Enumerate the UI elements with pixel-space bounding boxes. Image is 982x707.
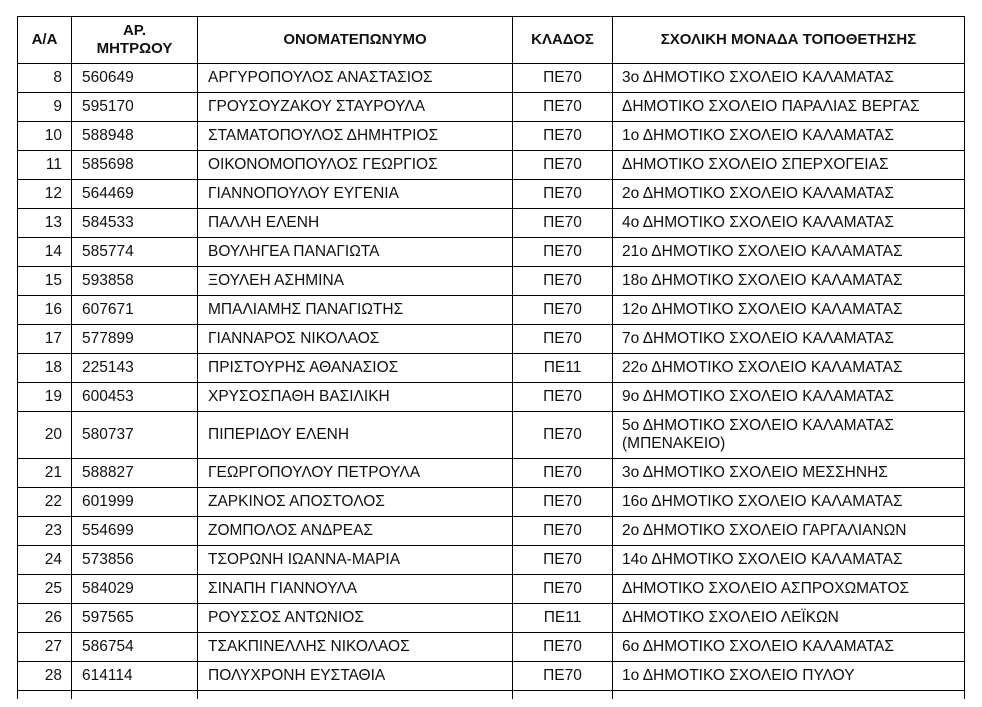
cell-aa: 17 bbox=[18, 325, 72, 354]
cell-aa: 13 bbox=[18, 209, 72, 238]
cell-branch: ΠΕ70 bbox=[513, 209, 613, 238]
cell-registry-number: 225143 bbox=[72, 354, 198, 383]
cell-registry-number: 580737 bbox=[72, 412, 198, 459]
cell-aa: 19 bbox=[18, 383, 72, 412]
cell-branch: ΠΕ70 bbox=[513, 325, 613, 354]
table-row bbox=[18, 180, 965, 209]
cell-branch: ΠΕ70 bbox=[513, 64, 613, 93]
cell-full-name: ΓΡΟΥΣΟΥΖΑΚΟΥ ΣΤΑΥΡΟΥΛΑ bbox=[198, 93, 513, 122]
cell-school-unit: ΔΗΜΟΤΙΚΟ ΣΧΟΛΕΙΟ ΑΣΠΡΟΧΩΜΑΤΟΣ bbox=[613, 575, 965, 604]
empty-cell bbox=[18, 691, 72, 700]
table-row bbox=[18, 488, 965, 517]
cell-aa: 18 bbox=[18, 354, 72, 383]
cell-school-unit: 9ο ΔΗΜΟΤΙΚΟ ΣΧΟΛΕΙΟ ΚΑΛΑΜΑΤΑΣ bbox=[613, 383, 965, 412]
header-registry-number: ΑΡ. ΜΗΤΡΩΟΥ bbox=[72, 17, 198, 64]
cell-branch: ΠΕ70 bbox=[513, 662, 613, 691]
cell-aa: 27 bbox=[18, 633, 72, 662]
header-aa: Α/Α bbox=[18, 17, 72, 64]
cell-school-unit: 16ο ΔΗΜΟΤΙΚΟ ΣΧΟΛΕΙΟ ΚΑΛΑΜΑΤΑΣ bbox=[613, 488, 965, 517]
table-row bbox=[18, 459, 965, 488]
cell-branch: ΠΕ70 bbox=[513, 267, 613, 296]
empty-cell bbox=[513, 691, 613, 700]
cell-school-unit: ΔΗΜΟΤΙΚΟ ΣΧΟΛΕΙΟ ΛΕΪΚΩΝ bbox=[613, 604, 965, 633]
cell-registry-number: 560649 bbox=[72, 64, 198, 93]
cell-registry-number: 564469 bbox=[72, 180, 198, 209]
header-branch: ΚΛΑΔΟΣ bbox=[513, 17, 613, 64]
cell-school-unit: 2ο ΔΗΜΟΤΙΚΟ ΣΧΟΛΕΙΟ ΓΑΡΓΑΛΙΑΝΩΝ bbox=[613, 517, 965, 546]
cell-registry-number: 586754 bbox=[72, 633, 198, 662]
cell-full-name: ΖΑΡΚΙΝΟΣ ΑΠΟΣΤΟΛΟΣ bbox=[198, 488, 513, 517]
cell-full-name: ΓΙΑΝΝΟΠΟΥΛΟΥ ΕΥΓΕΝΙΑ bbox=[198, 180, 513, 209]
cell-branch: ΠΕ70 bbox=[513, 296, 613, 325]
cell-school-unit: 21ο ΔΗΜΟΤΙΚΟ ΣΧΟΛΕΙΟ ΚΑΛΑΜΑΤΑΣ bbox=[613, 238, 965, 267]
table-row bbox=[18, 238, 965, 267]
cell-registry-number: 614114 bbox=[72, 662, 198, 691]
cell-school-unit: 6ο ΔΗΜΟΤΙΚΟ ΣΧΟΛΕΙΟ ΚΑΛΑΜΑΤΑΣ bbox=[613, 633, 965, 662]
cell-full-name: ΠΟΛΥΧΡΟΝΗ ΕΥΣΤΑΘΙΑ bbox=[198, 662, 513, 691]
table-row bbox=[18, 662, 965, 691]
cell-full-name: ΟΙΚΟΝΟΜΟΠΟΥΛΟΣ ΓΕΩΡΓΙΟΣ bbox=[198, 151, 513, 180]
table-row bbox=[18, 209, 965, 238]
table-row bbox=[18, 412, 965, 459]
cell-aa: 15 bbox=[18, 267, 72, 296]
table-row bbox=[18, 354, 965, 383]
cell-full-name: ΤΣΑΚΠΙΝΕΛΛΗΣ ΝΙΚΟΛΑΟΣ bbox=[198, 633, 513, 662]
cell-registry-number: 595170 bbox=[72, 93, 198, 122]
cell-branch: ΠΕ70 bbox=[513, 546, 613, 575]
empty-cell bbox=[72, 691, 198, 700]
cell-branch: ΠΕ70 bbox=[513, 488, 613, 517]
cell-full-name: ΣΤΑΜΑΤΟΠΟΥΛΟΣ ΔΗΜΗΤΡΙΟΣ bbox=[198, 122, 513, 151]
cell-registry-number: 593858 bbox=[72, 267, 198, 296]
cell-school-unit: 18ο ΔΗΜΟΤΙΚΟ ΣΧΟΛΕΙΟ ΚΑΛΑΜΑΤΑΣ bbox=[613, 267, 965, 296]
cell-branch: ΠΕ70 bbox=[513, 575, 613, 604]
cell-aa: 10 bbox=[18, 122, 72, 151]
cell-aa: 22 bbox=[18, 488, 72, 517]
cell-branch: ΠΕ11 bbox=[513, 354, 613, 383]
table-row bbox=[18, 122, 965, 151]
cell-aa: 28 bbox=[18, 662, 72, 691]
cell-school-unit: 3ο ΔΗΜΟΤΙΚΟ ΣΧΟΛΕΙΟ ΜΕΣΣΗΝΗΣ bbox=[613, 459, 965, 488]
table-header-row bbox=[18, 17, 965, 64]
header-school-unit: ΣΧΟΛΙΚΗ ΜΟΝΑΔΑ ΤΟΠΟΘΕΤΗΣΗΣ bbox=[613, 17, 965, 64]
cell-school-unit: 3ο ΔΗΜΟΤΙΚΟ ΣΧΟΛΕΙΟ ΚΑΛΑΜΑΤΑΣ bbox=[613, 64, 965, 93]
table-row bbox=[18, 267, 965, 296]
cell-full-name: ΑΡΓΥΡΟΠΟΥΛΟΣ ΑΝΑΣΤΑΣΙΟΣ bbox=[198, 64, 513, 93]
cell-school-unit: 12ο ΔΗΜΟΤΙΚΟ ΣΧΟΛΕΙΟ ΚΑΛΑΜΑΤΑΣ bbox=[613, 296, 965, 325]
table-row bbox=[18, 546, 965, 575]
table-row bbox=[18, 151, 965, 180]
table-row bbox=[18, 575, 965, 604]
cell-full-name: ΡΟΥΣΣΟΣ ΑΝΤΩΝΙΟΣ bbox=[198, 604, 513, 633]
table-row bbox=[18, 517, 965, 546]
cell-aa: 16 bbox=[18, 296, 72, 325]
cell-aa: 8 bbox=[18, 64, 72, 93]
cell-full-name: ΧΡΥΣΟΣΠΑΘΗ ΒΑΣΙΛΙΚΗ bbox=[198, 383, 513, 412]
cell-registry-number: 573856 bbox=[72, 546, 198, 575]
table-row bbox=[18, 296, 965, 325]
cell-registry-number: 600453 bbox=[72, 383, 198, 412]
table-row bbox=[18, 383, 965, 412]
cell-aa: 21 bbox=[18, 459, 72, 488]
cell-full-name: ΓΕΩΡΓΟΠΟΥΛΟΥ ΠΕΤΡΟΥΛΑ bbox=[198, 459, 513, 488]
cell-registry-number: 554699 bbox=[72, 517, 198, 546]
cell-school-unit: 4ο ΔΗΜΟΤΙΚΟ ΣΧΟΛΕΙΟ ΚΑΛΑΜΑΤΑΣ bbox=[613, 209, 965, 238]
cell-school-unit: 22ο ΔΗΜΟΤΙΚΟ ΣΧΟΛΕΙΟ ΚΑΛΑΜΑΤΑΣ bbox=[613, 354, 965, 383]
cell-aa: 25 bbox=[18, 575, 72, 604]
cell-registry-number: 585774 bbox=[72, 238, 198, 267]
header-full-name: ΟΝΟΜΑΤΕΠΩΝΥΜΟ bbox=[198, 17, 513, 64]
cell-full-name: ΖΟΜΠΟΛΟΣ ΑΝΔΡΕΑΣ bbox=[198, 517, 513, 546]
cell-full-name: ΠΙΠΕΡΙΔΟΥ ΕΛΕΝΗ bbox=[198, 412, 513, 459]
cell-aa: 9 bbox=[18, 93, 72, 122]
cell-registry-number: 584533 bbox=[72, 209, 198, 238]
cell-registry-number: 588827 bbox=[72, 459, 198, 488]
cell-full-name: ΞΟΥΛΕΗ ΑΣΗΜΙΝΑ bbox=[198, 267, 513, 296]
empty-cell bbox=[613, 691, 965, 700]
cell-aa: 11 bbox=[18, 151, 72, 180]
cell-full-name: ΒΟΥΛΗΓΕΑ ΠΑΝΑΓΙΩΤΑ bbox=[198, 238, 513, 267]
table-row bbox=[18, 64, 965, 93]
cell-full-name: ΠΑΛΛΗ ΕΛΕΝΗ bbox=[198, 209, 513, 238]
cell-branch: ΠΕ70 bbox=[513, 633, 613, 662]
table-row-partial bbox=[18, 691, 965, 700]
cell-aa: 23 bbox=[18, 517, 72, 546]
table-row bbox=[18, 633, 965, 662]
placement-table bbox=[17, 16, 965, 699]
cell-school-unit: 14ο ΔΗΜΟΤΙΚΟ ΣΧΟΛΕΙΟ ΚΑΛΑΜΑΤΑΣ bbox=[613, 546, 965, 575]
cell-aa: 12 bbox=[18, 180, 72, 209]
cell-branch: ΠΕ70 bbox=[513, 383, 613, 412]
cell-registry-number: 577899 bbox=[72, 325, 198, 354]
cell-school-unit: ΔΗΜΟΤΙΚΟ ΣΧΟΛΕΙΟ ΣΠΕΡΧΟΓΕΙΑΣ bbox=[613, 151, 965, 180]
cell-school-unit: ΔΗΜΟΤΙΚΟ ΣΧΟΛΕΙΟ ΠΑΡΑΛΙΑΣ ΒΕΡΓΑΣ bbox=[613, 93, 965, 122]
cell-aa: 24 bbox=[18, 546, 72, 575]
cell-branch: ΠΕ70 bbox=[513, 238, 613, 267]
cell-branch: ΠΕ70 bbox=[513, 459, 613, 488]
cell-school-unit: 1ο ΔΗΜΟΤΙΚΟ ΣΧΟΛΕΙΟ ΚΑΛΑΜΑΤΑΣ bbox=[613, 122, 965, 151]
cell-registry-number: 597565 bbox=[72, 604, 198, 633]
cell-aa: 14 bbox=[18, 238, 72, 267]
cell-registry-number: 588948 bbox=[72, 122, 198, 151]
table-row bbox=[18, 604, 965, 633]
cell-school-unit: 2ο ΔΗΜΟΤΙΚΟ ΣΧΟΛΕΙΟ ΚΑΛΑΜΑΤΑΣ bbox=[613, 180, 965, 209]
cell-branch: ΠΕ70 bbox=[513, 122, 613, 151]
cell-full-name: ΓΙΑΝΝΑΡΟΣ ΝΙΚΟΛΑΟΣ bbox=[198, 325, 513, 354]
cell-aa: 20 bbox=[18, 412, 72, 459]
cell-school-unit: 5ο ΔΗΜΟΤΙΚΟ ΣΧΟΛΕΙΟ ΚΑΛΑΜΑΤΑΣ (ΜΠΕΝΑΚΕΙΟ) bbox=[613, 412, 965, 459]
cell-registry-number: 601999 bbox=[72, 488, 198, 517]
cell-school-unit: 7ο ΔΗΜΟΤΙΚΟ ΣΧΟΛΕΙΟ ΚΑΛΑΜΑΤΑΣ bbox=[613, 325, 965, 354]
cell-branch: ΠΕ70 bbox=[513, 151, 613, 180]
cell-branch: ΠΕ11 bbox=[513, 604, 613, 633]
empty-cell bbox=[198, 691, 513, 700]
cell-full-name: ΠΡΙΣΤΟΥΡΗΣ ΑΘΑΝΑΣΙΟΣ bbox=[198, 354, 513, 383]
cell-registry-number: 607671 bbox=[72, 296, 198, 325]
cell-branch: ΠΕ70 bbox=[513, 180, 613, 209]
cell-aa: 26 bbox=[18, 604, 72, 633]
table-row bbox=[18, 93, 965, 122]
cell-full-name: ΤΣΟΡΩΝΗ ΙΩΑΝΝΑ-ΜΑΡΙΑ bbox=[198, 546, 513, 575]
cell-full-name: ΣΙΝΑΠΗ ΓΙΑΝΝΟΥΛΑ bbox=[198, 575, 513, 604]
cell-registry-number: 585698 bbox=[72, 151, 198, 180]
cell-branch: ΠΕ70 bbox=[513, 517, 613, 546]
cell-branch: ΠΕ70 bbox=[513, 412, 613, 459]
cell-registry-number: 584029 bbox=[72, 575, 198, 604]
cell-branch: ΠΕ70 bbox=[513, 93, 613, 122]
table-row bbox=[18, 325, 965, 354]
cell-full-name: ΜΠΑΛΙΑΜΗΣ ΠΑΝΑΓΙΩΤΗΣ bbox=[198, 296, 513, 325]
cell-school-unit: 1ο ΔΗΜΟΤΙΚΟ ΣΧΟΛΕΙΟ ΠΥΛΟΥ bbox=[613, 662, 965, 691]
